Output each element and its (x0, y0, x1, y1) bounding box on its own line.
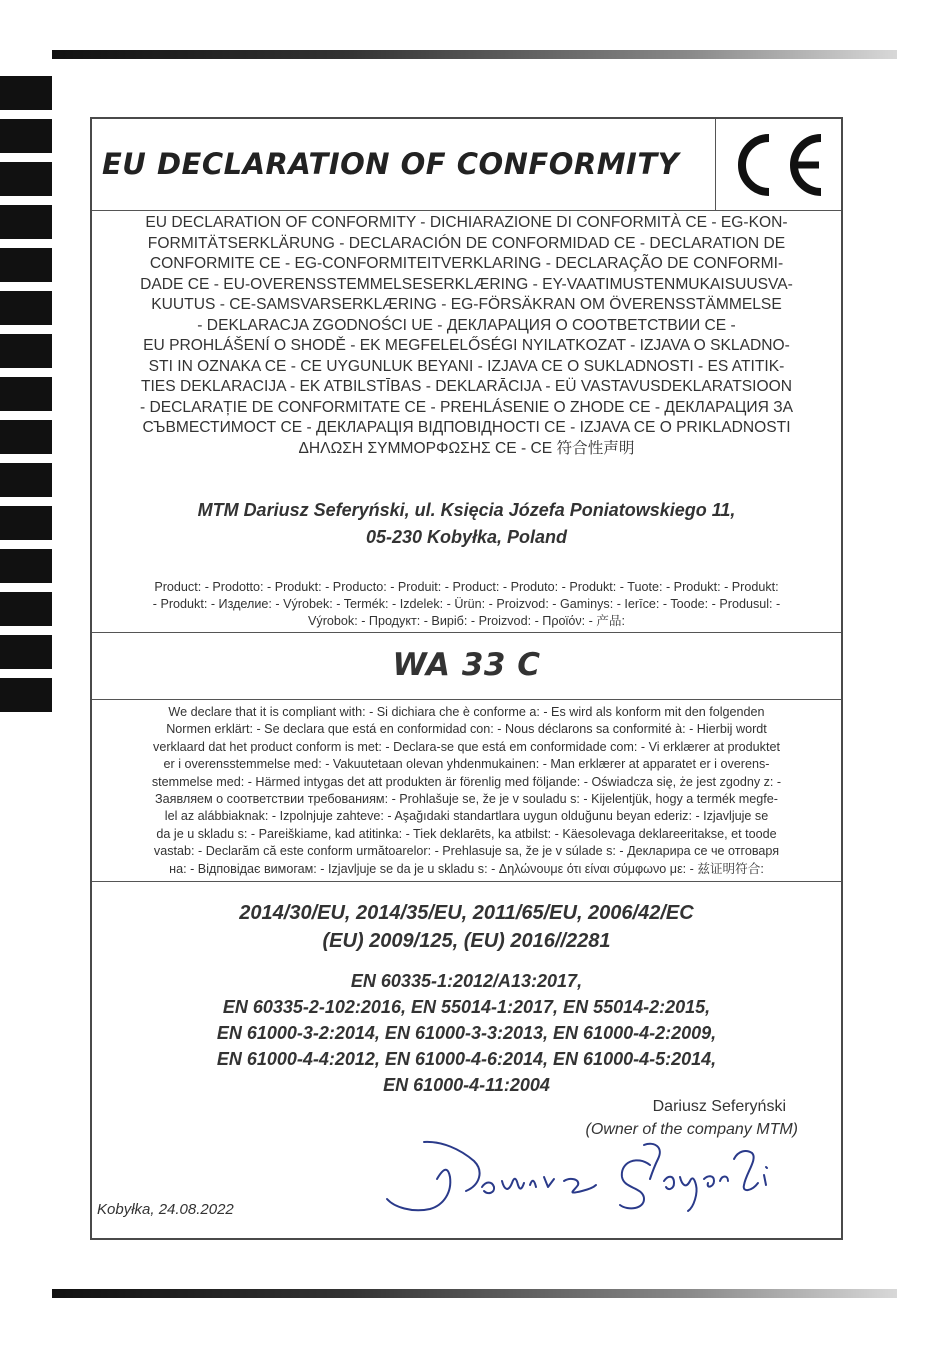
side-tab (0, 205, 52, 239)
declaration-frame (90, 117, 843, 1240)
side-tab (0, 678, 52, 712)
lang-line: СЪВМЕСТИМОСТ CE - ДЕКЛАРАЦІЯ ВІДПОВІДНОСТІ CE - IZJAVA CE O PRIKLADNOSTI (142, 419, 791, 436)
lang-line: FORMITÄTSERKLÄRUNG - DECLARACIÓN DE CONFORMIDAD CE - DECLARATION DE (147, 234, 786, 252)
side-tab (0, 506, 52, 540)
standard-line: EN 61000-4-4:2012, EN 61000-4-6:2014, EN 61000-4-5:2014, (216, 1049, 717, 1069)
declare-line: Заявляем о соответствии требованиям: - Prohlašuje se, že je v souladu s: - Kijelentjük, hogy a termék megfe- (155, 792, 778, 807)
side-tab (0, 248, 52, 282)
divider (92, 699, 841, 700)
language-declaration-titles (92, 213, 841, 463)
side-tab (0, 549, 52, 583)
product-line: Product: - Prodotto: - Produkt: - Producto: - Produit: - Product: - Produto: - Produkt: - Tuote: - Produkt: - Produkt: (154, 580, 779, 594)
top-decorative-bar (52, 50, 897, 59)
declare-line: We declare that it is compliant with: - Si dichiara che è conforme a: - Es wird als konform mit den folgenden (168, 705, 765, 719)
directives-line-1: 2014/30/EU, 2014/35/EU, 2011/65/EU, 2006/42/EC (239, 902, 694, 924)
document-title: EU DECLARATION OF CONFORMITY (102, 147, 680, 181)
lang-line: CONFORMITE CE - EG-CONFORMITEITVERKLARING - DECLARAÇÃO DE CONFORMI- (149, 255, 784, 272)
side-tab (0, 592, 52, 626)
lang-line: - DECLARAȚIE DE CONFORMITATE CE - PREHLÁSENIE O ZHODE CE - ДЕКЛАРАЦИЯ ЗА (139, 398, 794, 416)
ce-mark-box (715, 119, 841, 210)
side-tab (0, 162, 52, 196)
company-line-1: MTM Dariusz Seferyński, ul. Księcia Józefa Poniatowskiego 11, (197, 500, 736, 520)
standard-line: EN 61000-4-11:2004 (383, 1075, 550, 1095)
signatory-role: (Owner of the company MTM) (585, 1121, 798, 1138)
declare-line: er i overensstemmelse med: - Vakuutetaan olevan yhdenmukainen: - Man erklærer at apparatet er i overens- (163, 757, 770, 772)
place-and-date: Kobyłka, 24.08.2022 (97, 1201, 234, 1218)
lang-line: EU PROHLÁŠENÍ O SHODĚ - EK MEGFELELŐSÉGI NYILATKOZAT - IZJAVA O SKLADNO- (143, 337, 790, 354)
divider (92, 210, 841, 211)
standard-line: EN 60335-2-102:2016, EN 55014-1:2017, EN 55014-2:2015, (222, 997, 711, 1017)
side-tab (0, 420, 52, 454)
directives-line-2: (EU) 2009/125, (EU) 2016//2281 (322, 930, 611, 952)
declare-line: Normen erklärt: - Se declara que está en conformidad con: - Nous déclarons sa conformité à: - Hierbij wordt (166, 722, 767, 737)
directives-list (92, 899, 841, 955)
side-tab (0, 119, 52, 153)
signatory-block (585, 1095, 798, 1141)
compliance-statement (92, 704, 841, 878)
declare-line: vastab: - Declarăm că este conform următoarelor: - Prehlasuje sa, že je v súlade s: - Декларира се че отговаря (153, 844, 780, 859)
side-tab (0, 377, 52, 411)
side-tab (0, 463, 52, 497)
standards-list (92, 968, 841, 1098)
lang-line: STI IN OZNAKA CE - CE UYGUNLUK BEYANI - IZJAVA CE O SUKLADNOSTI - ES ATITIK- (148, 357, 785, 375)
side-tab (0, 76, 52, 110)
side-language-tabs (0, 76, 52, 721)
handwritten-signature (382, 1137, 832, 1217)
title-row (92, 119, 841, 210)
lang-line: ΔΗΛΩΣΗ ΣΥΜΜΟΡΦΩΣΗΣ CE - CE 符合性声明 (298, 439, 635, 457)
company-address (92, 497, 841, 551)
declare-line: lel az alábbiaknak: - Izpolnjuje zahteve: - Aşağıdaki standartlara uygun olduğunu beyan ederiz: - Izjavljuje se (164, 809, 769, 824)
ce-mark-icon (729, 129, 829, 201)
bottom-decorative-bar (52, 1289, 897, 1298)
lang-line: DADE CE - EU-OVERENSSTEMMELSESERKLÆRING - EY-VAATIMUSTENMUKAISUUSVA- (140, 275, 793, 293)
divider (92, 881, 841, 882)
lang-line: - DEKLARACJA ZGODNOŚCI UE - ДЕКЛАРАЦИЯ О СООТВЕТСТВИИ CE - (197, 316, 736, 334)
side-tab (0, 635, 52, 669)
standard-line: EN 61000-3-2:2014, EN 61000-3-3:2013, EN 61000-4-2:2009, (216, 1023, 717, 1043)
standard-line: EN 60335-1:2012/A13:2017, (350, 971, 583, 991)
divider (92, 632, 841, 633)
lang-line: EU DECLARATION OF CONFORMITY - DICHIARAZIONE DI CONFORMITÀ CE - EG-KON- (145, 214, 788, 231)
company-line-2: 05-230 Kobyłka, Poland (365, 527, 568, 547)
product-label (92, 579, 841, 630)
product-model: WA 33 C (392, 647, 541, 683)
lang-line: KUUTUS - CE-SAMSVARSERKLÆRING - EG-FÖRSÄKRAN OM ÖVERENSSTÄMMELSE (151, 296, 782, 313)
side-tab (0, 291, 52, 325)
declare-line: verklaard dat het product conform is met: - Declara-se que está em conformidade com: - Vi erklærer at produktet (153, 739, 780, 754)
declare-line: stemmelse med: - Härmed intygas det att produkten är förenlig med följande: - Oświadcza się, że jest zgodny z: - (151, 774, 782, 789)
product-line: - Produkt: - Изделие: - Výrobek: - Termék: - Izdelek: - Ürün: - Proizvod: - Gaminys: - Ierīce: - Toode: - Produsul: - (152, 597, 781, 611)
side-tab (0, 334, 52, 368)
declare-line: на: - Відповідає вимогам: - Izjavljuje se da je u skladu s: - Δηλώνουμε ότι είναι σύμφωνο με: - 兹证明符合: (169, 861, 764, 876)
product-line: Výrobok: - Продукт: - Виріб: - Proizvod: - Προϊόν: - 产品: (308, 614, 625, 628)
declare-line: da je u skladu s: - Pareiškiame, kad atitinka: - Tiek deklarēts, ka atbilst: - Käesolevaga deklareeritakse, et toode (156, 826, 777, 841)
signatory-name: Dariusz Seferyński (652, 1098, 786, 1115)
lang-line: TIES DEKLARACIJA - EK ATBILSTĪBAS - DEKLARĀCIJA - EÜ VASTAVUSDEKLARATSIOON (140, 378, 793, 395)
